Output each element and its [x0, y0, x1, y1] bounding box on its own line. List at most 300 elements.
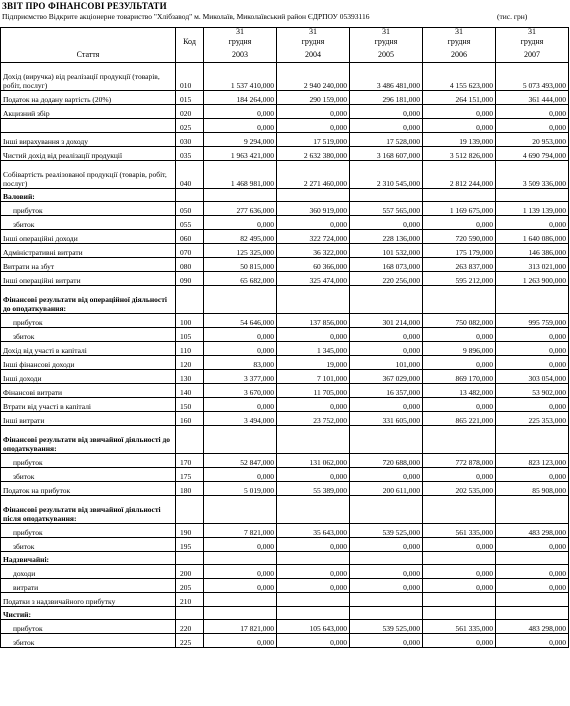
row-value: 1 169 675,000: [423, 202, 496, 216]
row-value: 9 896,000: [423, 342, 496, 356]
table-row: [1, 133, 569, 147]
row-value: 11 705,000: [277, 384, 350, 398]
row-value: 19,000: [277, 356, 350, 370]
row-value: 483 298,000: [496, 620, 569, 634]
row-value: 1 963 421,000: [204, 147, 277, 161]
row-value: 4 155 623,000: [423, 63, 496, 91]
row-value: 1 468 981,000: [204, 161, 277, 189]
row-value: 0,000: [350, 398, 423, 412]
row-value: [423, 496, 496, 524]
row-value: 325 474,000: [277, 272, 350, 286]
row-value: 0,000: [204, 634, 277, 648]
row-value: 0,000: [496, 105, 569, 119]
row-code: 030: [176, 133, 204, 147]
row-code: 010: [176, 63, 204, 91]
row-value: 0,000: [423, 468, 496, 482]
row-label: Чистий дохід від реалізації продукції: [1, 147, 176, 161]
table-row: [1, 634, 569, 648]
row-code: 195: [176, 538, 204, 552]
row-value: 225 353,000: [496, 412, 569, 426]
row-label: Податки з надзвичайного прибутку: [1, 593, 176, 607]
table-row: [1, 119, 569, 133]
report-title: ЗВІТ ПРО ФІНАНСОВІ РЕЗУЛЬТАТИ: [2, 1, 167, 11]
row-value: 2 812 244,000: [423, 161, 496, 189]
row-value: 290 159,000: [277, 91, 350, 105]
row-label: Адміністративні витрати: [1, 244, 176, 258]
row-value: 0,000: [350, 328, 423, 342]
row-value: [496, 286, 569, 314]
header-month-2007: грудня: [496, 37, 569, 48]
header-year-2004: 2004: [277, 48, 350, 63]
section-row: [1, 552, 569, 565]
row-value: 0,000: [496, 119, 569, 133]
table-row: [1, 370, 569, 384]
row-value: 0,000: [496, 538, 569, 552]
table-row: [1, 538, 569, 552]
row-value: [277, 189, 350, 202]
row-value: 168 073,000: [350, 258, 423, 272]
row-value: 539 525,000: [350, 620, 423, 634]
row-code: 210: [176, 593, 204, 607]
row-label: збиток: [1, 468, 176, 482]
row-label: Акцизний збір: [1, 105, 176, 119]
row-value: 561 335,000: [423, 620, 496, 634]
row-value: 0,000: [204, 342, 277, 356]
row-value: [496, 189, 569, 202]
header-day-2006: 31: [423, 28, 496, 37]
header-day-2005: 31: [350, 28, 423, 37]
table-row: [1, 593, 569, 607]
table-row: [1, 524, 569, 538]
row-label: прибуток: [1, 454, 176, 468]
row-code: [176, 496, 204, 524]
row-value: 0,000: [277, 468, 350, 482]
row-value: [350, 552, 423, 565]
row-value: 137 856,000: [277, 314, 350, 328]
row-value: 82 495,000: [204, 230, 277, 244]
row-value: 720 688,000: [350, 454, 423, 468]
row-value: 50 815,000: [204, 258, 277, 272]
row-value: 54 646,000: [204, 314, 277, 328]
row-value: 0,000: [423, 579, 496, 593]
row-code: 060: [176, 230, 204, 244]
row-value: [204, 286, 277, 314]
row-value: 0,000: [423, 119, 496, 133]
section-row: [1, 426, 569, 454]
row-label: збиток: [1, 634, 176, 648]
row-label: збиток: [1, 216, 176, 230]
row-value: 0,000: [496, 356, 569, 370]
row-value: 3 486 481,000: [350, 63, 423, 91]
row-code: 140: [176, 384, 204, 398]
table-row: [1, 244, 569, 258]
row-value: 0,000: [204, 468, 277, 482]
row-value: [204, 189, 277, 202]
row-value: 296 181,000: [350, 91, 423, 105]
row-value: 0,000: [423, 328, 496, 342]
row-value: 0,000: [277, 105, 350, 119]
row-label: Фінансові витрати: [1, 384, 176, 398]
row-value: [204, 426, 277, 454]
row-value: 0,000: [350, 634, 423, 648]
row-value: 1 263 900,000: [496, 272, 569, 286]
row-label: Валовий:: [1, 189, 176, 202]
row-code: 055: [176, 216, 204, 230]
row-value: 101,000: [350, 356, 423, 370]
row-label: Собівартість реалізованої продукції (товарів, робіт, послуг): [1, 161, 176, 189]
row-code: 225: [176, 634, 204, 648]
financial-results-table: [0, 27, 569, 648]
row-label: Інші фінансові доходи: [1, 356, 176, 370]
row-value: 184 264,000: [204, 91, 277, 105]
section-row: [1, 189, 569, 202]
row-value: 361 444,000: [496, 91, 569, 105]
row-value: 3 670,000: [204, 384, 277, 398]
row-code: [176, 552, 204, 565]
row-value: 0,000: [277, 634, 350, 648]
row-label: Інші операційні доходи: [1, 230, 176, 244]
row-label: прибуток: [1, 202, 176, 216]
row-label: прибуток: [1, 620, 176, 634]
row-code: 040: [176, 161, 204, 189]
row-value: 3 168 607,000: [350, 147, 423, 161]
row-value: [350, 607, 423, 620]
row-value: 2 271 460,000: [277, 161, 350, 189]
row-value: 0,000: [423, 398, 496, 412]
row-value: 0,000: [496, 342, 569, 356]
table-row: [1, 147, 569, 161]
row-label: Витрати на збут: [1, 258, 176, 272]
row-value: 301 214,000: [350, 314, 423, 328]
row-value: [350, 189, 423, 202]
table-row: [1, 620, 569, 634]
header-year-2006: 2006: [423, 48, 496, 63]
row-value: 367 029,000: [350, 370, 423, 384]
row-value: 995 759,000: [496, 314, 569, 328]
header-day-2007: 31: [496, 28, 569, 37]
row-value: 17 519,000: [277, 133, 350, 147]
row-label: Дохід від участі в капіталі: [1, 342, 176, 356]
row-value: 0,000: [204, 565, 277, 579]
row-label: Втрати від участі в капіталі: [1, 398, 176, 412]
row-value: 869 170,000: [423, 370, 496, 384]
row-code: [176, 426, 204, 454]
row-value: 360 919,000: [277, 202, 350, 216]
row-value: 53 902,000: [496, 384, 569, 398]
row-code: 080: [176, 258, 204, 272]
row-value: 105 643,000: [277, 620, 350, 634]
row-value: 3 377,000: [204, 370, 277, 384]
row-value: 0,000: [277, 119, 350, 133]
header-month-2004: грудня: [277, 37, 350, 48]
row-value: [277, 286, 350, 314]
row-value: 557 565,000: [350, 202, 423, 216]
row-label: доходи: [1, 565, 176, 579]
table-row: [1, 342, 569, 356]
row-value: 595 212,000: [423, 272, 496, 286]
row-value: [277, 552, 350, 565]
row-value: [496, 496, 569, 524]
row-value: 0,000: [204, 119, 277, 133]
row-value: 1 345,000: [277, 342, 350, 356]
table-row: [1, 565, 569, 579]
row-value: 0,000: [350, 342, 423, 356]
row-value: 0,000: [350, 579, 423, 593]
row-code: 110: [176, 342, 204, 356]
row-value: [204, 552, 277, 565]
row-code: 180: [176, 482, 204, 496]
row-value: [277, 426, 350, 454]
row-value: 175 179,000: [423, 244, 496, 258]
row-value: 0,000: [204, 216, 277, 230]
section-row: [1, 496, 569, 524]
row-label: Фінансові результати від звичайної діяльності після оподаткування:: [1, 496, 176, 524]
row-label: витрати: [1, 579, 176, 593]
row-value: 9 294,000: [204, 133, 277, 147]
header-year-2005: 2005: [350, 48, 423, 63]
report-subtitle: [2, 12, 528, 21]
header-year-2007: 2007: [496, 48, 569, 63]
header-row-month: [1, 37, 569, 48]
row-value: 2 632 380,000: [277, 147, 350, 161]
table-row: [1, 412, 569, 426]
table-row: [1, 482, 569, 496]
table-row: [1, 63, 569, 91]
row-value: 220 256,000: [350, 272, 423, 286]
row-value: 772 878,000: [423, 454, 496, 468]
row-value: 0,000: [496, 565, 569, 579]
row-value: 0,000: [496, 216, 569, 230]
row-value: 539 525,000: [350, 524, 423, 538]
row-value: 0,000: [423, 356, 496, 370]
row-label: Надзвичайні:: [1, 552, 176, 565]
row-label: прибуток: [1, 314, 176, 328]
row-value: 0,000: [277, 565, 350, 579]
row-code: 190: [176, 524, 204, 538]
row-value: 7 821,000: [204, 524, 277, 538]
header-day-2003: 31: [204, 28, 277, 37]
row-value: 865 221,000: [423, 412, 496, 426]
header-code-blank: [176, 28, 204, 37]
row-value: [204, 607, 277, 620]
table-row: [1, 314, 569, 328]
row-code: 150: [176, 398, 204, 412]
row-value: [423, 593, 496, 607]
units-label: (тис. грн): [497, 12, 528, 21]
row-value: 0,000: [204, 328, 277, 342]
row-value: 0,000: [350, 565, 423, 579]
row-value: 13 482,000: [423, 384, 496, 398]
row-value: 0,000: [277, 579, 350, 593]
row-value: 483 298,000: [496, 524, 569, 538]
row-value: 35 643,000: [277, 524, 350, 538]
row-label: Податок на додану вартість (20%): [1, 91, 176, 105]
row-label: Фінансові результати від операційної діяльності до оподаткування:: [1, 286, 176, 314]
row-code: 070: [176, 244, 204, 258]
row-code: 050: [176, 202, 204, 216]
row-value: 0,000: [350, 468, 423, 482]
header-day-2004: 31: [277, 28, 350, 37]
row-value: 0,000: [277, 538, 350, 552]
row-label: Інші вирахування з доходу: [1, 133, 176, 147]
row-value: 17 528,000: [350, 133, 423, 147]
row-value: 85 908,000: [496, 482, 569, 496]
row-value: [496, 593, 569, 607]
table-row: [1, 328, 569, 342]
row-value: 101 532,000: [350, 244, 423, 258]
table-row: [1, 91, 569, 105]
table-row: [1, 579, 569, 593]
row-label: прибуток: [1, 524, 176, 538]
row-code: 105: [176, 328, 204, 342]
header-row-day: [1, 28, 569, 37]
row-value: 2 310 545,000: [350, 161, 423, 189]
row-value: 0,000: [350, 105, 423, 119]
row-label: Інші витрати: [1, 412, 176, 426]
row-value: 4 690 794,000: [496, 147, 569, 161]
row-value: 65 682,000: [204, 272, 277, 286]
row-code: 175: [176, 468, 204, 482]
row-value: 16 357,000: [350, 384, 423, 398]
row-value: 55 389,000: [277, 482, 350, 496]
row-value: [204, 593, 277, 607]
row-value: 1 139 139,000: [496, 202, 569, 216]
row-label: Інші операційні витрати: [1, 272, 176, 286]
row-value: [423, 607, 496, 620]
row-value: 0,000: [423, 565, 496, 579]
row-code: 020: [176, 105, 204, 119]
header-month-2005: грудня: [350, 37, 423, 48]
row-value: 3 512 826,000: [423, 147, 496, 161]
row-value: 3 509 336,000: [496, 161, 569, 189]
header-row-year: [1, 48, 569, 63]
row-value: 3 494,000: [204, 412, 277, 426]
row-value: 331 605,000: [350, 412, 423, 426]
table-row: [1, 161, 569, 189]
row-value: [277, 593, 350, 607]
row-value: 0,000: [423, 105, 496, 119]
row-value: [496, 552, 569, 565]
header-article-blank: [1, 28, 176, 37]
row-value: 0,000: [277, 398, 350, 412]
row-value: 1 537 410,000: [204, 63, 277, 91]
row-value: 0,000: [204, 579, 277, 593]
row-value: 264 151,000: [423, 91, 496, 105]
row-code: 120: [176, 356, 204, 370]
row-code: 205: [176, 579, 204, 593]
row-value: 17 821,000: [204, 620, 277, 634]
table-row: [1, 454, 569, 468]
row-value: 0,000: [496, 579, 569, 593]
row-value: 20 953,000: [496, 133, 569, 147]
table-row: [1, 384, 569, 398]
header-article: Стаття: [1, 48, 176, 63]
row-value: [277, 607, 350, 620]
row-value: [423, 426, 496, 454]
row-value: 0,000: [423, 634, 496, 648]
row-value: 0,000: [204, 538, 277, 552]
row-value: 7 101,000: [277, 370, 350, 384]
row-value: 322 724,000: [277, 230, 350, 244]
row-value: 200 611,000: [350, 482, 423, 496]
row-value: 36 322,000: [277, 244, 350, 258]
row-value: 720 590,000: [423, 230, 496, 244]
row-label: Податок на прибуток: [1, 482, 176, 496]
header-month-2006: грудня: [423, 37, 496, 48]
row-value: [350, 426, 423, 454]
row-code: 025: [176, 119, 204, 133]
row-code: 130: [176, 370, 204, 384]
header-code: Код: [176, 37, 204, 48]
row-label: Чистий:: [1, 607, 176, 620]
row-value: 202 535,000: [423, 482, 496, 496]
row-value: 5 073 493,000: [496, 63, 569, 91]
row-label: Інші доходи: [1, 370, 176, 384]
row-value: 1 640 086,000: [496, 230, 569, 244]
table-row: [1, 258, 569, 272]
row-value: 0,000: [496, 634, 569, 648]
row-value: 0,000: [204, 105, 277, 119]
row-value: 131 062,000: [277, 454, 350, 468]
row-value: [496, 607, 569, 620]
row-value: [350, 286, 423, 314]
row-value: 313 021,000: [496, 258, 569, 272]
row-code: [176, 189, 204, 202]
row-value: 146 386,000: [496, 244, 569, 258]
row-value: [423, 286, 496, 314]
row-value: 0,000: [204, 398, 277, 412]
header-year-2003: 2003: [204, 48, 277, 63]
row-value: [204, 496, 277, 524]
row-code: 160: [176, 412, 204, 426]
row-value: 750 082,000: [423, 314, 496, 328]
row-label: збиток: [1, 328, 176, 342]
row-code: 100: [176, 314, 204, 328]
row-value: [423, 189, 496, 202]
row-code: 200: [176, 565, 204, 579]
row-value: 0,000: [350, 119, 423, 133]
row-value: 277 636,000: [204, 202, 277, 216]
row-value: 5 019,000: [204, 482, 277, 496]
row-label: Фінансові результати від звичайної діяльності до оподаткування:: [1, 426, 176, 454]
row-value: 0,000: [350, 216, 423, 230]
row-value: 2 940 240,000: [277, 63, 350, 91]
table-row: [1, 202, 569, 216]
row-value: 0,000: [277, 328, 350, 342]
row-label: [1, 119, 176, 133]
section-row: [1, 607, 569, 620]
row-value: [350, 496, 423, 524]
row-value: 263 837,000: [423, 258, 496, 272]
row-code: [176, 286, 204, 314]
row-value: 0,000: [423, 216, 496, 230]
row-code: 015: [176, 91, 204, 105]
row-value: [496, 426, 569, 454]
row-value: 561 335,000: [423, 524, 496, 538]
row-value: [350, 593, 423, 607]
row-value: 19 139,000: [423, 133, 496, 147]
row-value: 0,000: [496, 328, 569, 342]
table-row: [1, 356, 569, 370]
row-code: 170: [176, 454, 204, 468]
row-value: [277, 496, 350, 524]
row-value: 52 847,000: [204, 454, 277, 468]
row-code: [176, 607, 204, 620]
row-value: 0,000: [496, 468, 569, 482]
section-row: [1, 286, 569, 314]
header-month-2003: грудня: [204, 37, 277, 48]
row-label: Дохід (виручка) від реалізації продукції (товарів, робіт, послуг): [1, 63, 176, 91]
